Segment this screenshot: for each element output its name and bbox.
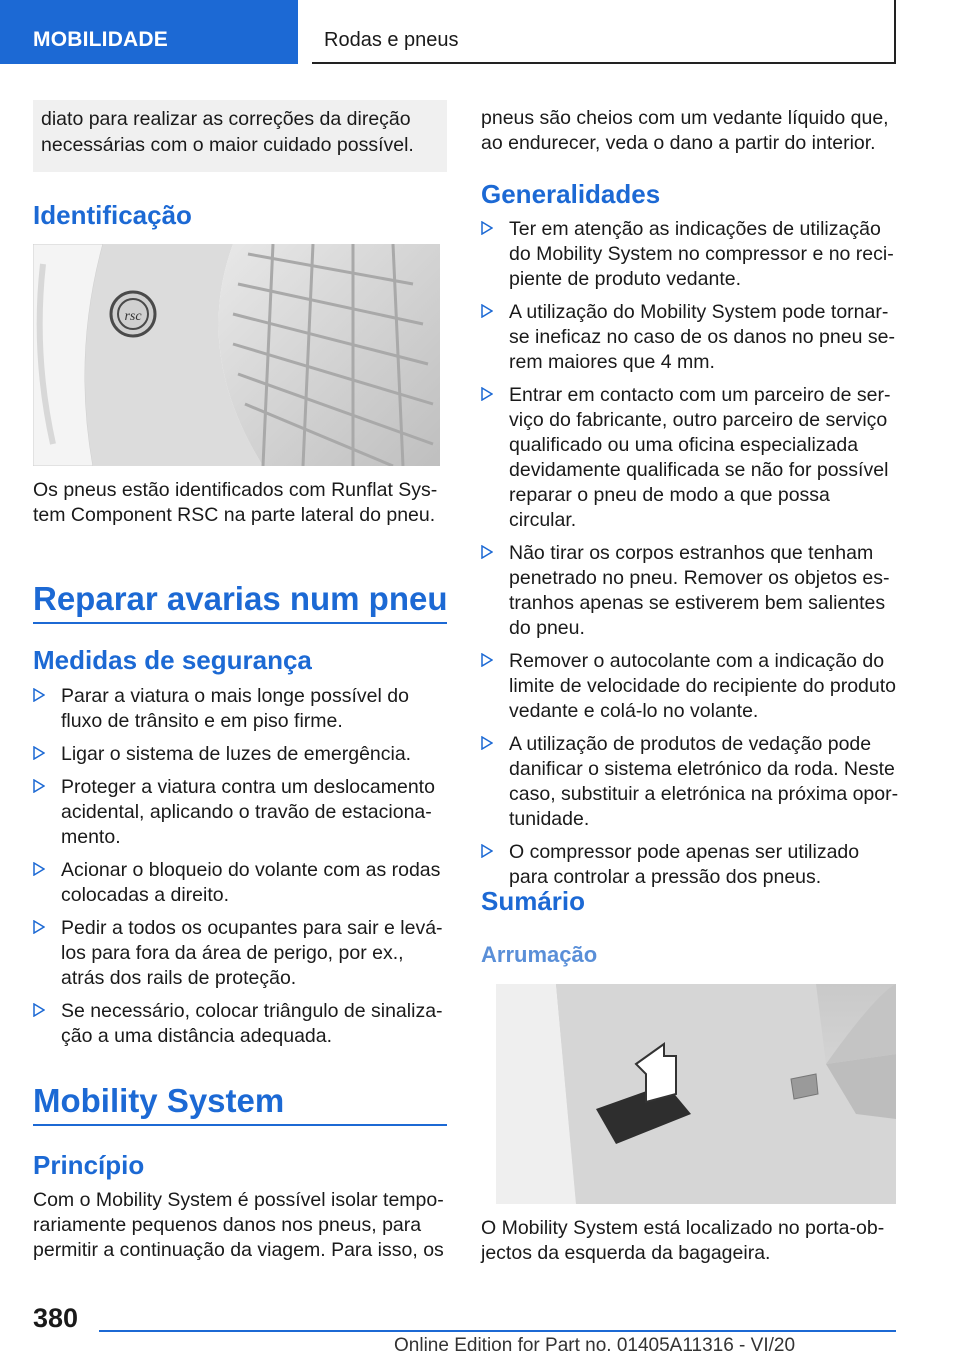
reparar-heading: Reparar avarias num pneu: [33, 580, 448, 617]
list-item: Proteger a viatura contra um deslocamento acidental, aplicando o travão de estacionamento.: [33, 775, 447, 850]
principio-heading: Princípio: [33, 1150, 145, 1180]
list-item: Se necessário, colocar triângulo de sinalização a uma distância adequada.: [33, 999, 447, 1049]
rsc-logo-icon: [111, 292, 155, 336]
list-item: Não tirar os corpos estranhos que tenham penetrado no pneu. Remover os objetos estranhos apenas se estiverem bem salientes do pneu.: [481, 541, 899, 641]
list-item: Acionar o bloqueio do volante com as rodas colocadas a direito.: [33, 858, 447, 908]
medidas-list: [33, 684, 447, 1057]
medidas-heading: Medidas de segurança: [33, 645, 312, 675]
arrumacao-caption: O Mobility System está localizado no porta-objectos da esquerda da bagageira.: [481, 1217, 885, 1264]
footer-rule: [99, 1330, 896, 1332]
section-label: MOBILIDADE: [33, 28, 168, 51]
generalidades-list: [481, 217, 899, 898]
identificacao-caption: Os pneus estão identificados com Runflat System Component RSC na parte lateral do pneu.: [33, 479, 438, 526]
list-item: Ter em atenção as indicações de utilização do Mobility System no compressor e no recipiente de produto vedante.: [481, 217, 899, 292]
tire-figure: [33, 244, 440, 466]
list-item: O compressor pode apenas ser utilizado para controlar a pressão dos pneus.: [481, 840, 899, 890]
trunk-illustration: [496, 984, 896, 1204]
triangle-bullet-icon: [481, 221, 493, 235]
triangle-bullet-icon: [481, 387, 493, 401]
chapter-label: Rodas e pneus: [324, 29, 459, 51]
list-item: A utilização do Mobility System pode tornar-se ineficaz no caso de os danos no pneu serem maiores que 4 mm.: [481, 300, 899, 375]
triangle-bullet-icon: [33, 1003, 45, 1017]
generalidades-heading: Generalidades: [481, 179, 661, 209]
list-item: Remover o autocolante com a indicação do limite de velocidade do recipiente do produto vedante e colá-lo no volante.: [481, 649, 899, 724]
triangle-bullet-icon: [33, 862, 45, 876]
note-box: diato para realizar as correções da direção necessárias com o maior cuidado possível.: [33, 100, 447, 172]
triangle-bullet-icon: [33, 746, 45, 760]
arrumacao-heading: Arrumação: [481, 942, 598, 967]
mobility-rule: [33, 1124, 447, 1126]
reparar-rule: [33, 622, 447, 624]
list-item: Pedir a todos os ocupantes para sair e levá-los para fora da área de perigo, por ex., atrás dos rails de proteção.: [33, 916, 447, 991]
chapter-tab: [312, 0, 896, 64]
triangle-bullet-icon: [481, 304, 493, 318]
triangle-bullet-icon: [481, 736, 493, 750]
list-item: Ligar o sistema de luzes de emergência.: [33, 742, 447, 767]
footer-edition: Online Edition for Part no. 01405A11316 - VI/20: [394, 1335, 796, 1356]
identificacao-heading: Identificação: [33, 200, 192, 230]
mobility-heading: Mobility System: [33, 1082, 285, 1119]
triangle-bullet-icon: [481, 653, 493, 667]
list-item: Entrar em contacto com um parceiro de serviço do fabricante, outro parceiro de serviço qualificado ou uma oficina especializada devidamente qualificada se não for possível reparar o pneu de modo a que possa circular.: [481, 383, 899, 533]
sumario-heading: Sumário: [481, 886, 586, 916]
triangle-bullet-icon: [481, 844, 493, 858]
triangle-bullet-icon: [33, 688, 45, 702]
triangle-bullet-icon: [481, 545, 493, 559]
svg-text:rsc: rsc: [124, 309, 142, 324]
trunk-figure: [496, 984, 896, 1204]
triangle-bullet-icon: [33, 920, 45, 934]
list-item: Parar a viatura o mais longe possível do fluxo de trânsito e em piso firme.: [33, 684, 447, 734]
principio-text: Com o Mobility System é possível isolar temporariamente pequenos danos nos pneus, para permitir a continuação da viagem. Para isso, os: [33, 1189, 444, 1261]
list-item: A utilização de produtos de vedação pode danificar o sistema eletrónico da roda. Neste caso, substituir a eletrónica na próxima oportunidade.: [481, 732, 899, 832]
page-number: 380: [33, 1303, 79, 1333]
tire-illustration: [33, 244, 440, 466]
section-tab: [0, 0, 298, 64]
triangle-bullet-icon: [33, 779, 45, 793]
continued-text: pneus são cheios com um vedante líquido que, ao endurecer, veda o dano a partir do interior.: [481, 107, 889, 154]
